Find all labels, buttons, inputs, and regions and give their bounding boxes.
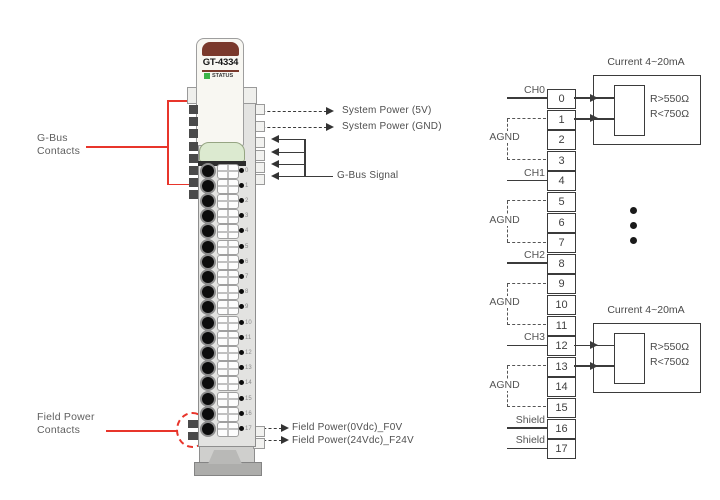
channel-label: CH1	[523, 166, 545, 179]
gbus-contact-pin	[189, 105, 198, 114]
terminal-cell: 1	[547, 110, 576, 130]
terminal-clamp	[217, 376, 239, 391]
terminal-row-number: 0	[245, 167, 249, 174]
terminal-cell: 4	[547, 171, 576, 191]
terminal-clamp	[217, 422, 239, 437]
terminal-row-number: 10	[245, 319, 252, 326]
agnd-label: AGND	[478, 131, 531, 143]
terminal-cell: 6	[547, 213, 576, 233]
terminal-cell: 7	[547, 233, 576, 253]
field-power-contacts-label	[37, 411, 95, 437]
gbus-contacts-label	[37, 132, 80, 158]
terminal-cell: 12	[547, 336, 576, 356]
gbus-signal-label: G-Bus Signal	[337, 170, 399, 181]
terminal-row-number: 11	[245, 334, 252, 341]
channel-label-line	[507, 448, 547, 450]
system-power-5v-wire	[257, 111, 327, 112]
agnd-bracket-top	[507, 283, 546, 284]
field-power-24v-label: Field Power(24Vdc)_F24V	[292, 435, 414, 446]
terminal-clamp	[217, 285, 239, 300]
terminal-hole	[200, 254, 216, 270]
load-wire-arrowhead-icon	[590, 362, 598, 370]
field-power-24v-arrowhead-icon	[281, 436, 289, 444]
terminal-hole	[200, 178, 216, 194]
agnd-label: AGND	[478, 214, 531, 226]
channel-label: CH2	[523, 249, 545, 261]
terminal-hole	[200, 330, 216, 346]
channel-label-line	[507, 262, 547, 264]
agnd-bracket-bottom	[507, 242, 546, 243]
terminal-hole	[200, 284, 216, 300]
terminal-clamp-dot	[239, 426, 244, 431]
module-release-lever	[199, 142, 245, 162]
terminal-hole	[200, 360, 216, 376]
system-power-5v-label: System Power (5V)	[342, 105, 432, 116]
channel-label-line	[507, 427, 547, 429]
channel-label: CH0	[523, 84, 545, 97]
load-wire-arrowhead-icon	[590, 341, 598, 349]
system-power-gnd-wire	[257, 127, 327, 128]
gbus-contact-pin	[189, 142, 198, 151]
continuation-dot-2	[630, 222, 637, 229]
terminal-hole	[200, 421, 216, 437]
terminal-clamp-dot	[239, 350, 244, 355]
load-box-1-inner	[614, 85, 645, 136]
terminal-clamp	[217, 392, 239, 407]
terminal-clamp	[217, 255, 239, 270]
status-label: STATUS	[212, 73, 234, 79]
gbus-signal-tail-line	[305, 176, 333, 178]
terminal-hole	[200, 345, 216, 361]
module-status-row	[204, 73, 233, 79]
terminal-clamp-dot	[239, 259, 244, 264]
terminal-cell: 16	[547, 419, 576, 439]
terminal-clamp-dot	[239, 411, 244, 416]
module-divider-rule	[202, 70, 239, 72]
module-right-hook	[243, 87, 257, 104]
terminal-hole	[200, 208, 216, 224]
terminal-cell: 13	[547, 357, 576, 377]
agnd-bracket-top	[507, 118, 546, 119]
gbus-signal-arrowhead-1-icon	[271, 135, 279, 143]
terminal-clamp	[217, 270, 239, 285]
terminal-row-number: 8	[245, 289, 249, 296]
terminal-hole	[200, 406, 216, 422]
status-led-icon	[204, 73, 210, 79]
terminal-cell: 0	[547, 89, 576, 109]
field-power-contact-pin	[188, 420, 198, 428]
terminal-clamp	[217, 224, 239, 239]
terminal-clamp	[217, 331, 239, 346]
terminal-row-number: 13	[245, 365, 252, 372]
continuation-dot-1	[630, 207, 637, 214]
terminal-clamp	[217, 316, 239, 331]
terminal-cell: 14	[547, 377, 576, 397]
agnd-bracket-bottom	[507, 324, 546, 325]
load-wire-arrowhead-icon	[590, 94, 598, 102]
agnd-bracket-bottom	[507, 159, 546, 160]
load-box-2-resistance-min: R>550Ω	[650, 341, 690, 353]
gbus-annotation-line	[86, 146, 168, 148]
terminal-clamp-dot	[239, 168, 244, 173]
terminal-row-number: 14	[245, 380, 252, 387]
terminal-hole	[200, 391, 216, 407]
terminal-clamp-dot	[239, 320, 244, 325]
gbus-contact-pin	[189, 154, 198, 163]
continuation-dot-3	[630, 237, 637, 244]
gbus-signal-wire-2	[279, 152, 305, 154]
terminal-hole	[200, 193, 216, 209]
terminal-clamp-dot	[239, 244, 244, 249]
terminal-hole	[200, 315, 216, 331]
terminal-row-number: 3	[245, 213, 249, 220]
gbus-signal-wire-1	[279, 139, 305, 141]
terminal-hole	[200, 239, 216, 255]
terminal-clamp-dot	[239, 198, 244, 203]
gbus-contact-pin	[189, 166, 198, 175]
terminal-cell: 9	[547, 274, 576, 294]
terminal-row-number: 7	[245, 273, 249, 280]
load-box-1-resistance-max: R<750Ω	[650, 108, 690, 120]
system-power-5v-arrowhead-icon	[326, 107, 334, 115]
gbus-signal-arrowhead-2-icon	[271, 148, 279, 156]
gbus-signal-arrowhead-4-icon	[271, 172, 279, 180]
field-power-contacts-label-line2: Contacts	[37, 424, 81, 436]
channel-label-line	[507, 180, 547, 182]
terminal-hole	[200, 163, 216, 179]
load-wire-arrowhead-icon	[590, 114, 598, 122]
agnd-bracket-bottom	[507, 406, 546, 407]
terminal-row-number: 12	[245, 349, 252, 356]
terminal-clamp-dot	[239, 396, 244, 401]
gbus-signal-wire-4	[279, 176, 305, 178]
terminal-clamp	[217, 407, 239, 422]
terminal-clamp-dot	[239, 183, 244, 188]
terminal-clamp	[217, 209, 239, 224]
system-power-gnd-arrowhead-icon	[326, 123, 334, 131]
field-power-contact-pin	[188, 432, 198, 440]
channel-label: Shield	[515, 434, 545, 447]
terminal-cell: 11	[547, 316, 576, 336]
module-top-cap	[202, 42, 239, 56]
system-power-gnd-label: System Power (GND)	[342, 121, 442, 132]
channel-label-line	[507, 97, 547, 99]
gbus-contacts-label-line1: G-Bus	[37, 132, 68, 144]
load-box-2-inner	[614, 333, 645, 384]
load-box-2-resistance-max: R<750Ω	[650, 356, 690, 368]
channel-label: Shield	[515, 413, 545, 426]
field-power-0v-arrowhead-icon	[281, 424, 289, 432]
agnd-label: AGND	[478, 296, 531, 308]
terminal-cell: 17	[547, 439, 576, 459]
terminal-hole	[200, 269, 216, 285]
channel-label-line	[507, 345, 547, 347]
gbus-contact-pin	[189, 178, 198, 187]
terminal-row-number: 6	[245, 258, 249, 265]
gbus-contact-pin	[189, 117, 198, 126]
terminal-cell: 2	[547, 130, 576, 150]
agnd-label: AGND	[478, 379, 531, 391]
terminal-row-number: 9	[245, 304, 249, 311]
terminal-cell: 10	[547, 295, 576, 315]
terminal-clamp	[217, 164, 239, 179]
terminal-clamp	[217, 346, 239, 361]
gbus-bracket-vertical	[167, 100, 169, 185]
agnd-bracket-top	[507, 200, 546, 201]
gbus-signal-bus-line	[304, 139, 306, 178]
terminal-cell: 8	[547, 254, 576, 274]
terminal-clamp-dot	[239, 335, 244, 340]
terminal-cell: 15	[547, 398, 576, 418]
terminal-row-number: 5	[245, 243, 249, 250]
terminal-clamp	[217, 179, 239, 194]
field-power-contacts-label-line1: Field Power	[37, 411, 95, 423]
gbus-contact-pin	[189, 129, 198, 138]
load-box-2-title: Current 4~20mA	[607, 304, 685, 316]
agnd-bracket-top	[507, 365, 546, 366]
terminal-row-number: 1	[245, 182, 249, 189]
terminal-clamp	[217, 240, 239, 255]
gbus-contact-pin	[189, 190, 198, 199]
terminal-row-number: 15	[245, 395, 252, 402]
load-box-1-resistance-min: R>550Ω	[650, 93, 690, 105]
gbus-contacts-label-line2: Contacts	[37, 145, 81, 157]
terminal-row-number: 4	[245, 228, 249, 235]
terminal-clamp-dot	[239, 274, 244, 279]
terminal-row-number: 17	[245, 425, 252, 432]
field-power-annotation-line	[106, 430, 178, 432]
load-box-1-title: Current 4~20mA	[607, 56, 685, 68]
module-model-label: GT-4334	[202, 57, 239, 68]
gbus-signal-wire-3	[279, 164, 305, 166]
terminal-cell: 5	[547, 192, 576, 212]
terminal-clamp	[217, 361, 239, 376]
terminal-clamp	[217, 194, 239, 209]
terminal-clamp	[217, 300, 239, 315]
terminal-cell: 3	[547, 151, 576, 171]
terminal-row-number: 2	[245, 197, 249, 204]
channel-label: CH3	[523, 331, 545, 344]
module-base-plate	[194, 462, 262, 476]
terminal-row-number: 16	[245, 410, 252, 417]
gbus-signal-arrowhead-3-icon	[271, 160, 279, 168]
field-power-0v-label: Field Power(0Vdc)_F0V	[292, 422, 403, 433]
